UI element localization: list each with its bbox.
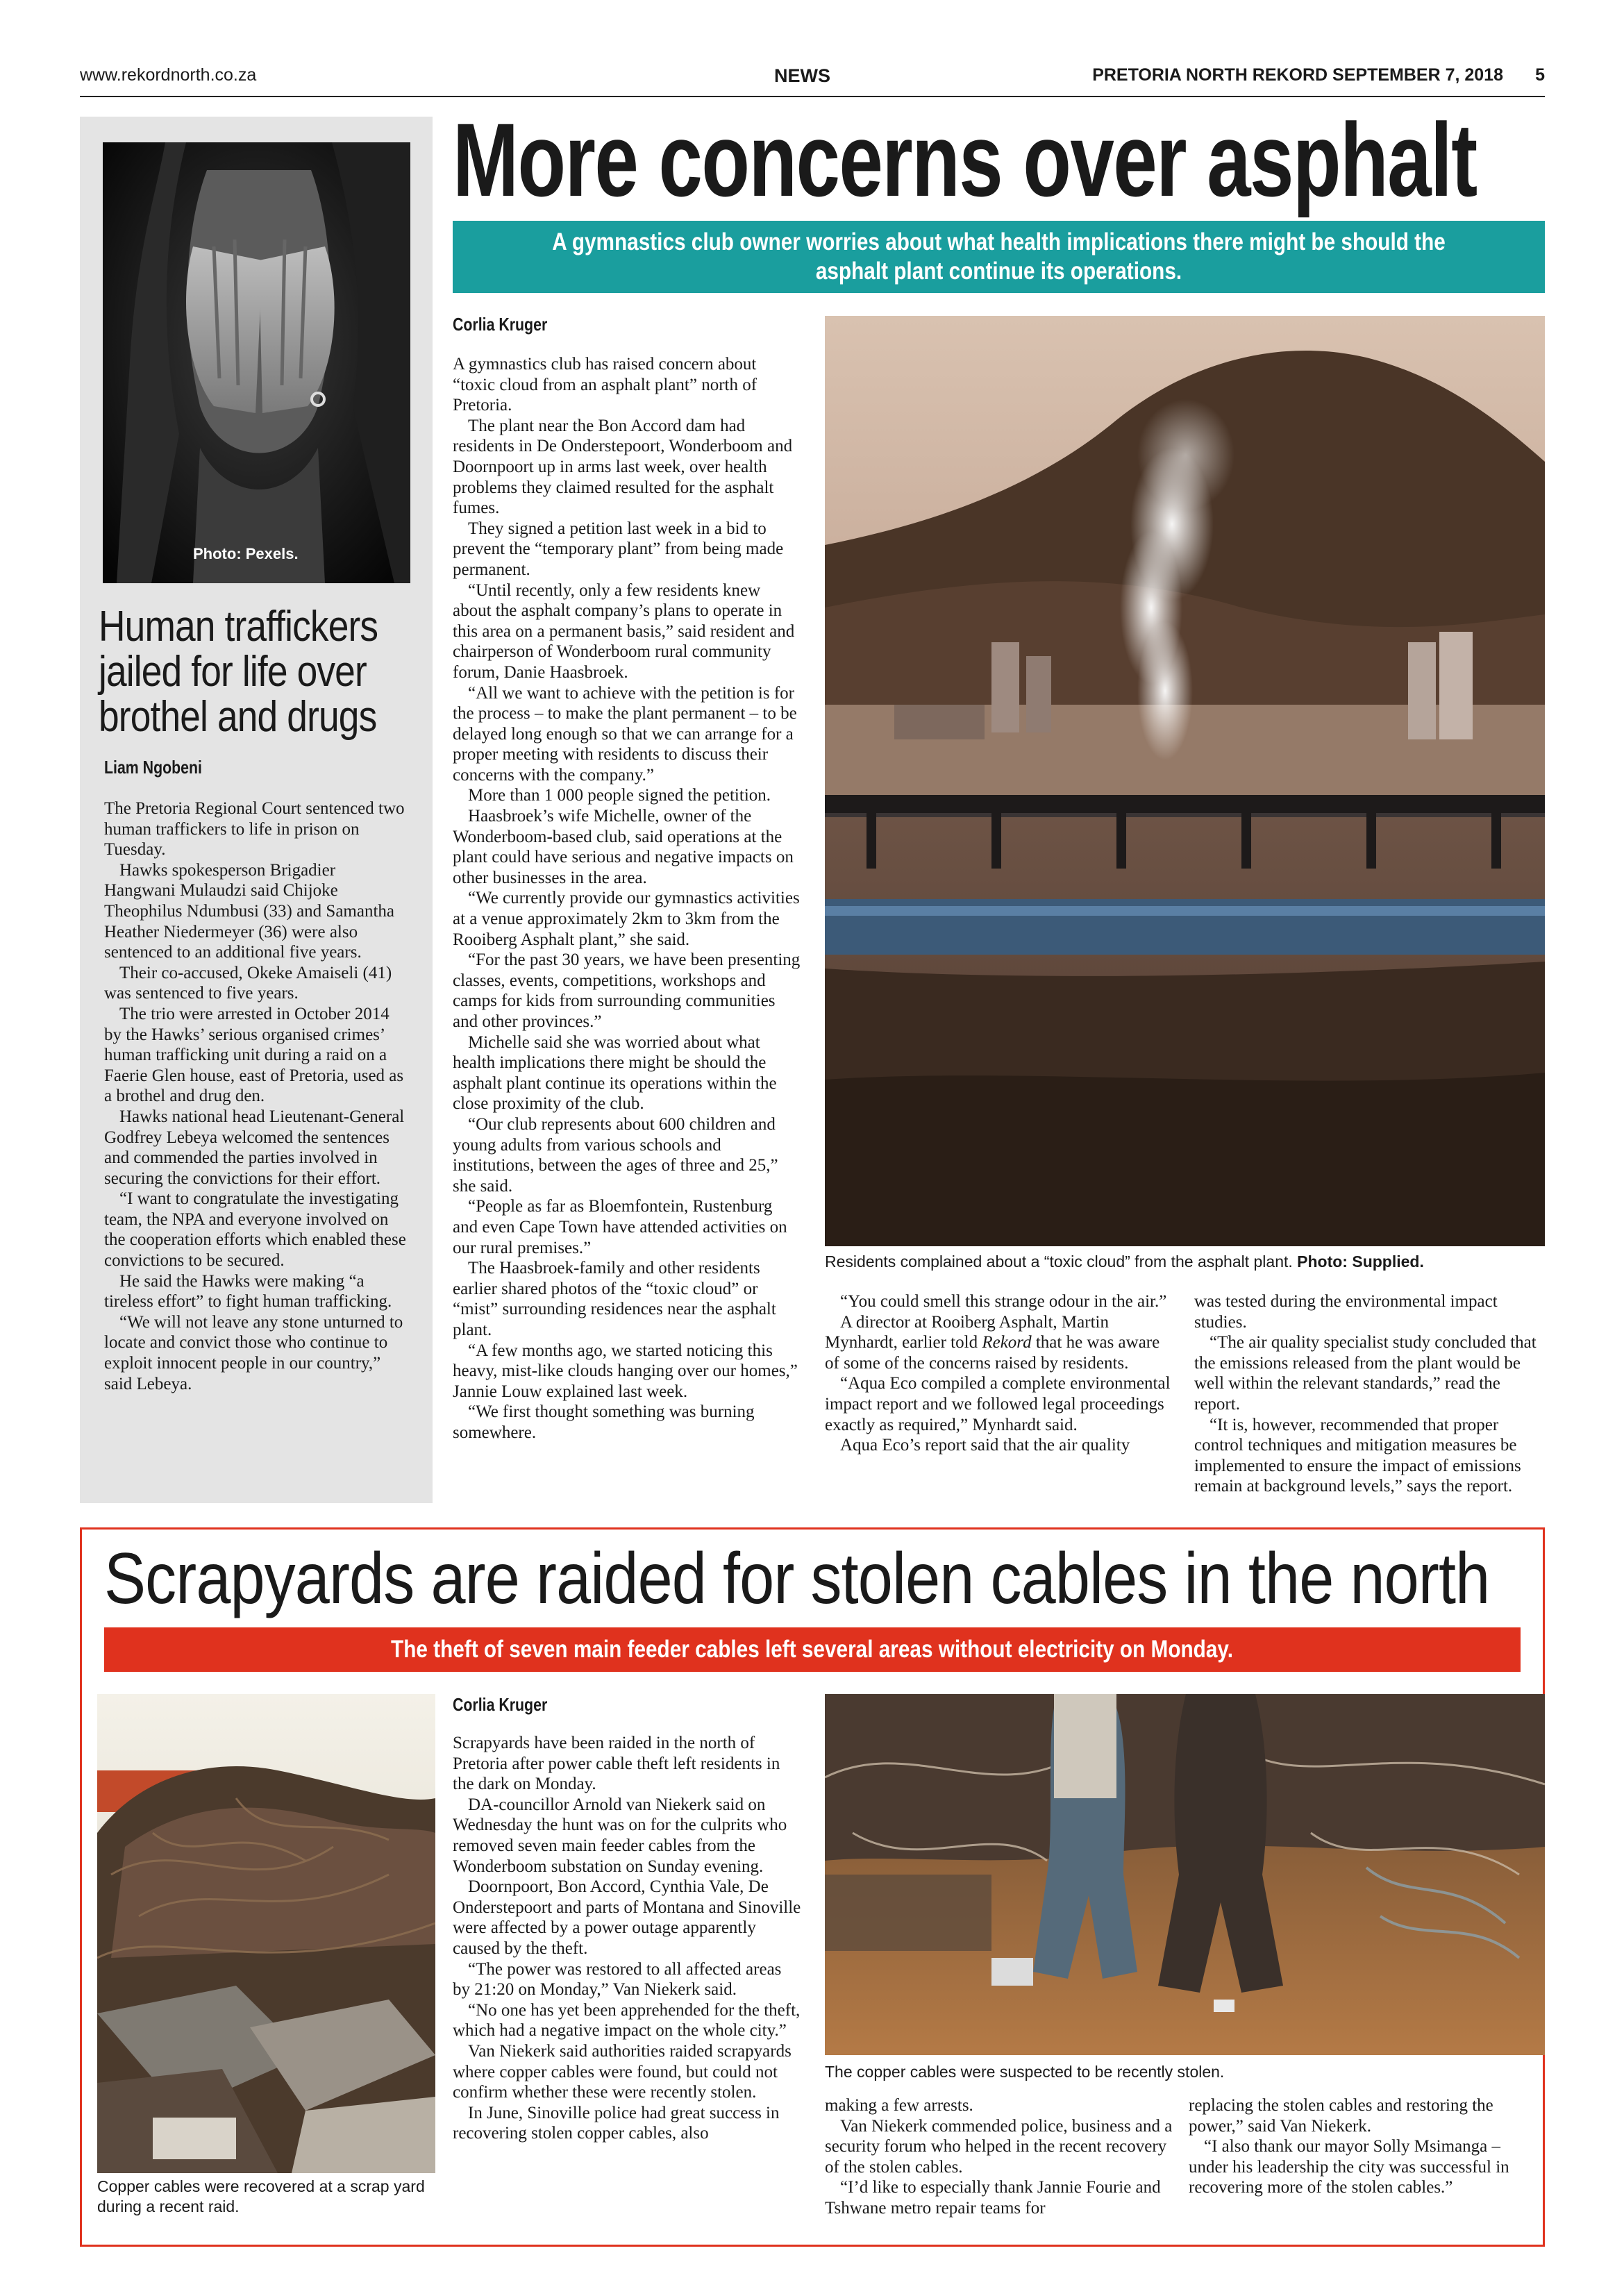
paragraph: Michelle said she was worried about what health implications there might be should the asphalt plant continue its operations within the close proximity of the club. [453, 1032, 777, 1114]
scrapyard-right-caption: The copper cables were suspected to be recently stolen. [825, 2063, 1225, 2081]
paragraph: was tested during the environmental impact studies. [1194, 1292, 1498, 1332]
main-headline: More concerns over asphalt [453, 101, 1477, 218]
caption-text: Residents complained about a “toxic cloud” from the asphalt plant. [825, 1252, 1293, 1271]
paragraph: “For the past 30 years, we have been presenting classes, events, competitions, workshops and camps for kids from surrounding communities and other provinces.” [453, 950, 801, 1031]
paragraph: The trio were arrested in October 2014 by the Hawks’ serious organised crimes’ human trafficking unit during a raid on a Faerie Glen house, east of Pretoria, used as a brothel and drug den. [104, 1004, 404, 1106]
standfirst-banner [453, 221, 1545, 293]
scrapyard-left-caption: Copper cables were recovered at a scrap yard during a recent raid. [97, 2177, 425, 2215]
bottom-standfirst-text: The theft of seven main feeder cables left several areas without electricity on Monday. [391, 1636, 1234, 1663]
paragraph: The Pretoria Regional Court sentenced two human traffickers to life in prison on Tuesday. [104, 799, 405, 860]
paragraph [825, 1312, 1173, 1374]
paragraph: DA-councillor Arnold van Niekerk said on Wednesday the hunt was on for the culprits who removed seven main feeder cables from the Wonderboom substation on Sunday evening. [453, 1795, 787, 1876]
caption-credit: Photo: Supplied. [1297, 1252, 1424, 1271]
scrapyard-left-photo [97, 1694, 435, 2173]
paragraph: “No one has yet been apprehended for the theft, which had a negative impact on the whole city.” [453, 2000, 801, 2041]
paragraph: “I also thank our mayor Solly Msimanga – under his leadership the city was successful in recovering more of the stolen cables.” [1189, 2137, 1509, 2197]
paragraph: “You could smell this strange odour in the air.” [840, 1292, 1167, 1311]
men-in-scrapyard-image [825, 1694, 1545, 2055]
paragraph: replacing the stolen cables and restoring the power,” said Van Niekerk. [1189, 2096, 1493, 2136]
paragraph: Haasbroek’s wife Michelle, owner of the Wonderboom-based club, said operations at the plant could have serious and negative impacts on other businesses in the area. [453, 807, 794, 887]
paragraph: “The air quality specialist study concluded that the emissions released from the plant would be well within the relevant standards,” read the report. [1194, 1333, 1537, 1414]
paragraph: Their co-accused, Okeke Amaiseli (41) was sentenced to five years. [104, 963, 392, 1003]
paragraph: “The power was restored to all affected areas by 21:20 on Monday,” Van Niekerk said. [453, 1959, 782, 2000]
paragraph: “All we want to achieve with the petition is for the process – to make the plant permanent – to be delayed long enough so that we can arrange for a proper meeting with residents to discuss their concerns with the company.” [453, 683, 797, 785]
asphalt-photo-caption [825, 1252, 1547, 1272]
main-col-3 [1194, 1291, 1545, 1497]
paragraph: “Our club represents about 600 children and young adults from various schools and institutions, between the ages of three and 25,” she said. [453, 1114, 778, 1196]
sidebar-body [104, 798, 410, 1394]
paragraph: “Until recently, only a few residents knew about the asphalt company’s plans to operate in this area on a permanent basis,” said resident and chairperson of Wonderboom rural community forum, Danie Haasbroek. [453, 580, 795, 682]
paragraph: In June, Sinoville police had great success in recovering stolen copper cables, also [453, 2103, 780, 2143]
paragraph: Doornpoort, Bon Accord, Cynthia Vale, De Onderstepoort and parts of Montana and Sinoville were affected by a power outage apparently caused by the theft. [453, 1877, 801, 1958]
publication-name: Rekord [982, 1333, 1032, 1352]
woman-covering-face-image [103, 142, 410, 583]
paragraph: A gymnastics club has raised concern about “toxic cloud from an asphalt plant” north of Pretoria. [453, 355, 757, 415]
paragraph: “We will not leave any stone unturned to locate and convict those who continue to exploit innocent people in our country,” said Lebeya. [104, 1312, 403, 1393]
photo-credit: Photo: Pexels. [193, 545, 299, 562]
publication-date: PRETORIA NORTH REKORD SEPTEMBER 7, 2018 [1092, 65, 1503, 85]
paragraph: Aqua Eco’s report said that the air quality [840, 1436, 1130, 1455]
paragraph: Hawks national head Lieutenant-General Godfrey Lebeya welcomed the sentences and commended the parties involved in securing the convictions for their effort. [104, 1107, 405, 1188]
paragraph: They signed a petition last week in a bid to prevent the “temporary plant” from being made permanent. [453, 519, 784, 579]
paragraph: making a few arrests. [825, 2096, 973, 2115]
bottom-standfirst-banner [104, 1627, 1521, 1672]
paragraph: “We first thought something was burning somewhere. [453, 1402, 755, 1442]
header-rule [80, 96, 1545, 97]
section-label: NEWS [774, 65, 830, 86]
paragraph: Van Niekerk commended police, business and a security forum who helped in the recent recovery of the stolen cables. [825, 2116, 1173, 2177]
paragraph: “I want to congratulate the investigating team, the NPA and everyone involved on the cooperation efforts which enabled these convictions to be secured. [104, 1189, 406, 1271]
bottom-byline: Corlia Kruger [453, 1694, 548, 1715]
sidebar-byline: Liam Ngobeni [104, 757, 202, 778]
paragraph: Van Niekerk said authorities raided scrapyards where copper cables were found, but could not confirm whether these were recently stolen. [453, 2041, 792, 2102]
asphalt-plant-photo [825, 316, 1545, 1246]
scrapyard-right-photo [825, 1694, 1545, 2055]
paragraph: “I’d like to especially thank Jannie Fourie and Tshwane metro repair teams for [825, 2178, 1161, 2218]
paragraph-text: that he was aware of some of the concerns raised by residents. [825, 1333, 1160, 1373]
main-byline: Corlia Kruger [453, 314, 548, 335]
page-header [80, 62, 1545, 96]
paragraph: “Aqua Eco compiled a complete environmental impact report and we followed legal proceedings exactly as required,” Mynhardt said. [825, 1374, 1171, 1434]
paragraph: “We currently provide our gymnastics activities at a venue approximately 2km to 3km from the Rooiberg Asphalt plant,” she said. [453, 889, 800, 949]
asphalt-plant-smoke-image [825, 316, 1545, 1246]
paragraph: “People as far as Bloemfontein, Rustenburg and even Cape Town have attended activities on our rural premises.” [453, 1197, 787, 1257]
scrap-metal-pile-image [97, 1694, 435, 2173]
bottom-col-3 [1189, 2095, 1536, 2198]
bottom-headline: Scrapyards are raided for stolen cables in the north [104, 1539, 1490, 1619]
page-number: 5 [1535, 65, 1545, 85]
paragraph: He said the Hawks were making “a tireless effort” to fight human trafficking. [104, 1271, 392, 1312]
main-col-2 [825, 1291, 1173, 1456]
bottom-col-1 [453, 1733, 801, 2144]
paragraph: “It is, however, recommended that proper control techniques and mitigation measures be implemented to ensure the impact of emissions remain at background levels,” says the report. [1194, 1415, 1521, 1496]
paragraph: The Haasbroek-family and other residents earlier shared photos of the “toxic cloud” or “mist” surrounding residences near the asphalt plant. [453, 1259, 776, 1339]
paragraph: “A few months ago, we started noticing this heavy, mist-like clouds hanging over our homes,” Jannie Louw explained last week. [453, 1341, 798, 1401]
sidebar-photo [103, 142, 410, 583]
paragraph: More than 1 000 people signed the petition. [468, 786, 771, 805]
paragraph-text: A director at Rooiberg Asphalt, Martin Mynhardt, earlier told [825, 1312, 1109, 1352]
paragraph: The plant near the Bon Accord dam had residents in De Onderstepoort, Wonderboom and Doornpoort up in arms last week, over health problems they claimed resulted for the asphalt fumes. [453, 416, 793, 518]
main-col-1 [453, 354, 801, 1443]
sidebar-headline: Human traffickers jailed for life over brothel and drugs [99, 603, 378, 741]
standfirst-text: A gymnastics club owner worries about what health implications there might be should the asphalt plant continue its operations. [552, 228, 1446, 285]
bottom-col-2 [825, 2095, 1173, 2219]
paragraph: Scrapyards have been raided in the north of Pretoria after power cable theft left residents in the dark on Monday. [453, 1734, 780, 1794]
website-url: www.rekordnorth.co.za [80, 65, 257, 85]
paragraph: Hawks spokesperson Brigadier Hangwani Mulaudzi said Chijoke Theophilus Ndumbusi (33) and Samantha Heather Niedermeyer (36) were also sentenced to an additional five years. [104, 860, 394, 962]
